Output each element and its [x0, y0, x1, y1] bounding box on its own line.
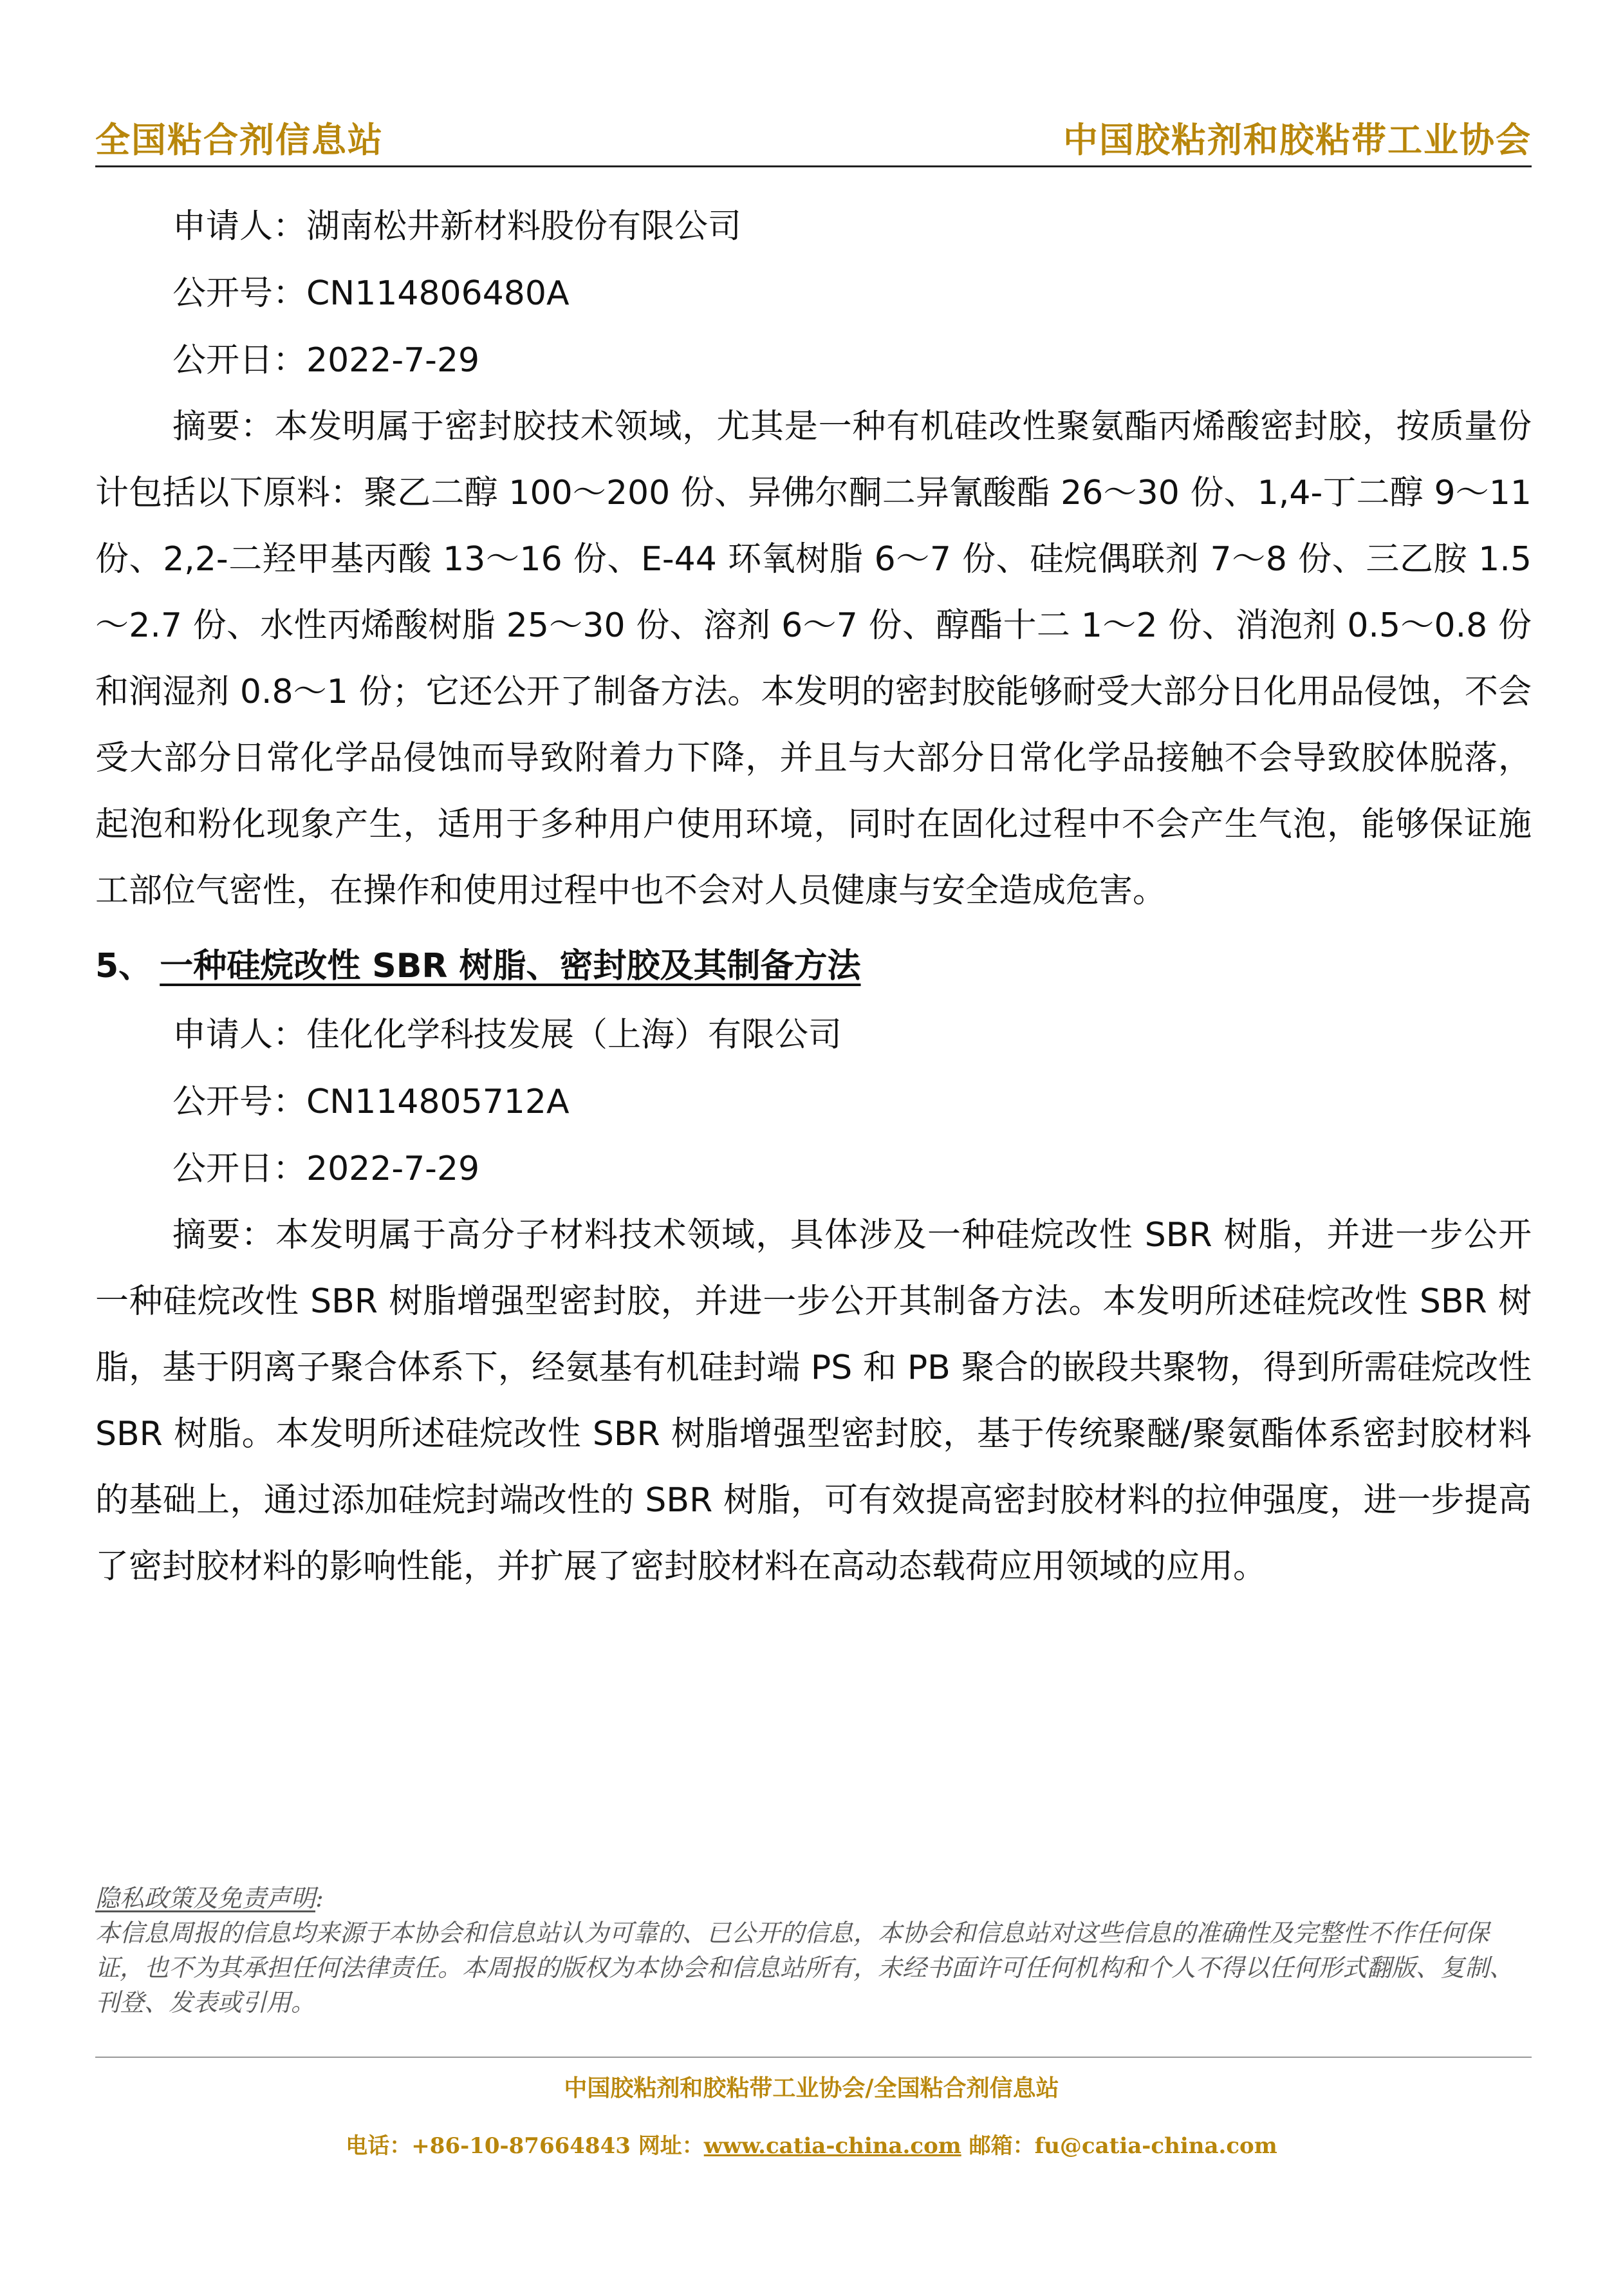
header-left-title: 全国粘合剂信息站 [95, 119, 384, 160]
header-divider [95, 165, 1532, 167]
disclaimer-title-colon: : [315, 1884, 324, 1912]
section-number: 5、 [95, 947, 153, 985]
header-right-title: 中国胶粘剂和胶粘带工业协会 [1063, 119, 1532, 160]
page-header [95, 108, 1532, 167]
publication-date-line: 公开日：2022-7-29 [172, 1150, 480, 1188]
abstract-paragraph: 摘要：本发明属于密封胶技术领域，尤其是一种有机硅改性聚氨酯丙烯酸密封胶，按质量份计包括以下原料：聚乙二醇 100～200 份、异佛尔酮二异氰酸酯 26～30 份、1,4-丁二醇 9～11 份、2,2-二羟甲基丙酸 13～16 份、E-44 环氧树脂 6～7 份、硅烷偶联剂 7～8 份、三乙胺 1.5～2.7 份、水性丙烯酸树脂 25～30 份、溶剂 6～7 份、醇酯十二 1～2 份、消泡剂 0.5～0.8 份和润湿剂 0.8～1 份；它还公开了制备方法。本发明的密封胶能够耐受大部分日化用品侵蚀，不会受大部分日常化学品侵蚀而导致附着力下降，并且与大部分日常化学品接触不会导致胶体脱落，起泡和粉化现象产生，适用于多种用户使用环境，同时在固化过程中不会产生气泡，能够保证施工部位气密性，在操作和使用过程中也不会对人员健康与安全造成危害。 [95, 407, 1532, 910]
abstract-paragraph: 摘要：本发明属于高分子材料技术领域，具体涉及一种硅烷改性 SBR 树脂，并进一步公开一种硅烷改性 SBR 树脂增强型密封胶，并进一步公开其制备方法。本发明所述硅烷改性 SBR 树脂，基于阴离子聚合体系下，经氨基有机硅封端 PS 和 PB 聚合的嵌段共聚物，得到所需硅烷改性 SBR 树脂。本发明所述硅烷改性 SBR 树脂增强型密封胶，基于传统聚醚/聚氨酯体系密封胶材料的基础上，通过添加硅烷封端改性的 SBR 树脂，可有效提高密封胶材料的拉伸强度，进一步提高了密封胶材料的影响性能，并扩展了密封胶材料在高动态载荷应用领域的应用。 [95, 1216, 1532, 1586]
section-title-text: 一种硅烷改性 SBR 树脂、密封胶及其制备方法 [160, 947, 861, 985]
footer-phone: 电话：+86-10-87664843 网址： [346, 2133, 704, 2159]
publication-number-line: 公开号：CN114805712A [172, 1083, 570, 1121]
footer-divider [95, 2057, 1532, 2058]
patent-entry-5 [95, 931, 1532, 1600]
section-title [95, 931, 1532, 1002]
footer-email: 邮箱：fu@catia-china.com [961, 2133, 1277, 2159]
disclaimer-heading [95, 1881, 1532, 1916]
publication-date-line: 公开日：2022-7-29 [172, 341, 480, 380]
footer-organization: 中国胶粘剂和胶粘带工业协会/全国粘合剂信息站 [564, 2075, 1059, 2102]
applicant-line: 申请人：湖南松井新材料股份有限公司 [172, 207, 742, 246]
disclaimer [95, 1881, 1532, 2020]
footer-contact [0, 2128, 1623, 2160]
publication-number-line: 公开号：CN114806480A [172, 274, 570, 313]
main-content [95, 193, 1532, 1600]
disclaimer-text: 本信息周报的信息均来源于本协会和信息站认为可靠的、已公开的信息，本协会和信息站对这些信息的准确性及完整性不作任何保证，也不为其承担任何法律责任。本周报的版权为本协会和信息站所有，未经书面许可任何机构和个人不得以任何形式翻版、复制、刊登、发表或引用。 [95, 1919, 1514, 2017]
patent-entry-4 [95, 193, 1532, 924]
website-link[interactable]: www.catia-china.com [703, 2133, 961, 2159]
disclaimer-title: 隐私政策及免责声明 [95, 1884, 316, 1912]
applicant-line: 申请人：佳化化学科技发展（上海）有限公司 [172, 1016, 842, 1054]
